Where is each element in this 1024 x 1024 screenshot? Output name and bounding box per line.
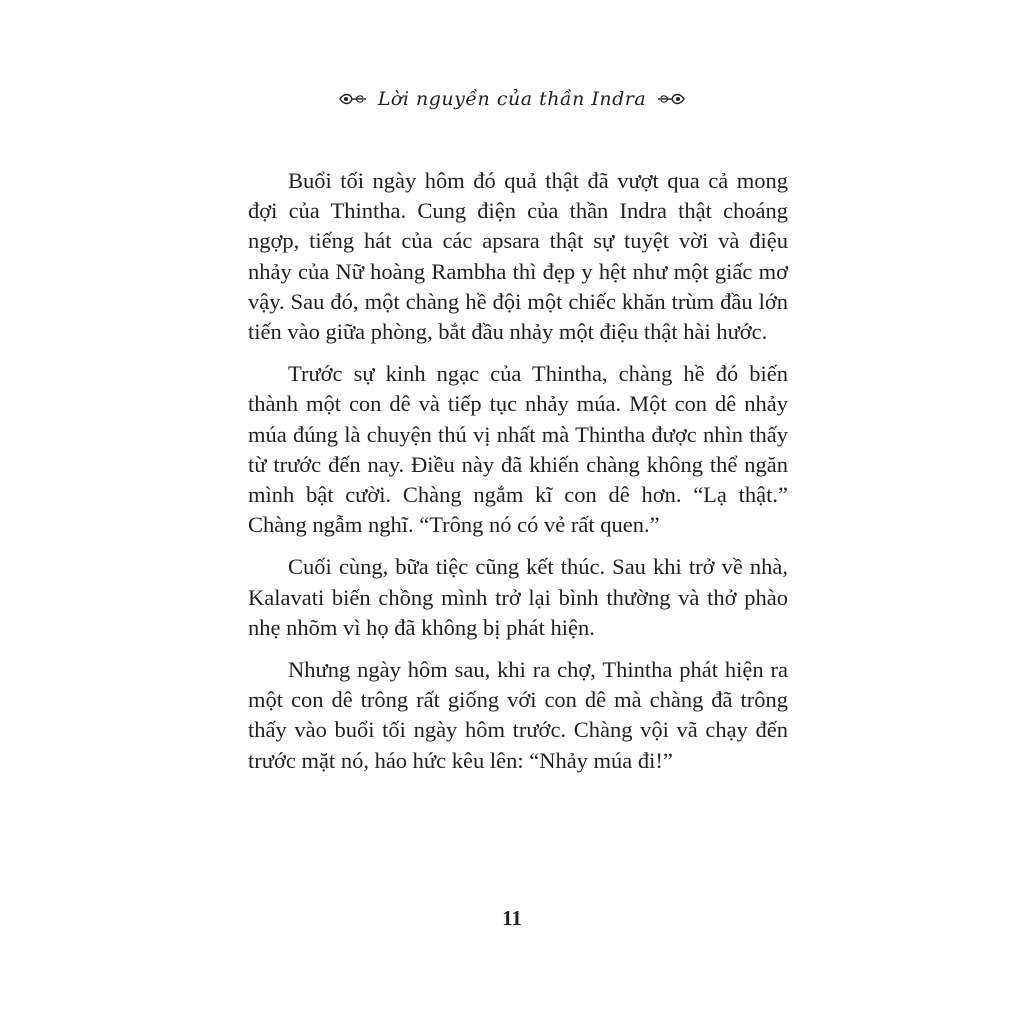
- running-header: [0, 88, 1024, 110]
- swirl-ornament-icon: [656, 90, 686, 108]
- swirl-ornament-icon: [338, 90, 368, 108]
- paragraph-1: Buổi tối ngày hôm đó quả thật đã vượt qua cả mong đợi của Thintha. Cung điện của thần Indra thật choáng ngợp, tiếng hát của các apsara thật sự tuyệt vời và điệu nhảy của Nữ hoàng Rambha thì đẹp y hệt như một giấc mơ vậy. Sau đó, một chàng hề đội một chiếc khăn trùm đầu lớn tiến vào giữa phòng, bắt đầu nhảy một điệu thật hài hước.: [248, 168, 788, 345]
- paragraph-2: Trước sự kinh ngạc của Thintha, chàng hề đó biến thành một con dê và tiếp tục nhảy múa. Một con dê nhảy múa đúng là chuyện thú vị nhất mà Thintha được nhìn thấy từ trước đến nay. Điều này đã khiến chàng không thể ngăn mình bật cười. Chàng ngắm kĩ con dê hơn. “Lạ thật.” Chàng ngẫm nghĩ. “Trông nó có vẻ rất quen.”: [248, 361, 788, 538]
- body-text: [248, 166, 788, 788]
- page-number: 11: [502, 906, 522, 930]
- running-title: Lời nguyền của thần Indra: [377, 88, 647, 110]
- paragraph-4: Nhưng ngày hôm sau, khi ra chợ, Thintha phát hiện ra một con dê trông rất giống với con dê mà chàng đã trông thấy vào buổi tối ngày hôm trước. Chàng vội vã chạy đến trước mặt nó, háo hức kêu lên: “Nhảy múa đi!”: [248, 657, 788, 773]
- paragraph-3: Cuối cùng, bữa tiệc cũng kết thúc. Sau khi trở về nhà, Kalavati biến chồng mình trở lại bình thường và thở phào nhẹ nhõm vì họ đã không bị phát hiện.: [248, 554, 788, 640]
